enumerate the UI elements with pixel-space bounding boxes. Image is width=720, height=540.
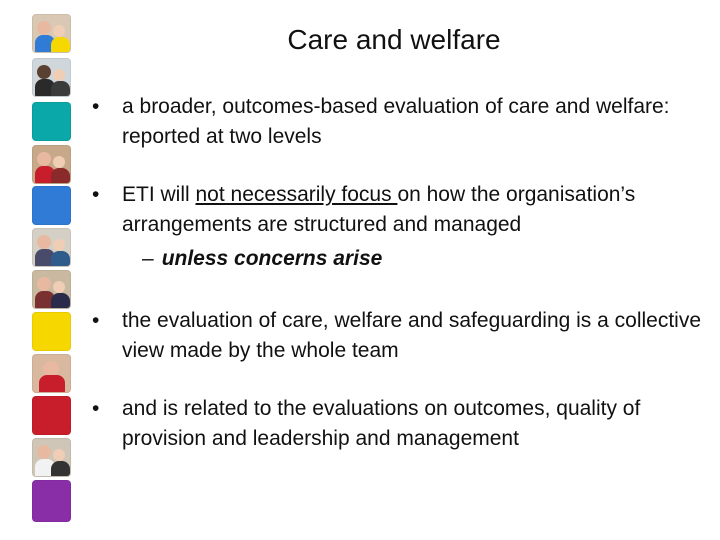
sub-bullet-item — [92, 244, 718, 274]
bullet-item — [92, 180, 718, 240]
bullet-text: a broader, outcomes-based evaluation of care and welfare: reported at two levels — [122, 95, 670, 148]
photo-classroom-tile — [32, 145, 71, 184]
bullet-glyph: • — [92, 309, 100, 332]
bullet-item — [92, 92, 718, 152]
purple-tile — [32, 480, 71, 522]
underlined-phrase: not necessarily focus — [195, 183, 398, 206]
bullet-text: and is related to the evaluations on outcomes, quality of provision and leadership and management — [122, 397, 641, 450]
bullet-text-start: ETI will — [122, 183, 196, 206]
bullet-item — [92, 394, 718, 454]
photo-kitchen-tile — [32, 438, 71, 477]
bullet-item — [92, 306, 718, 366]
bullet-glyph: • — [92, 95, 100, 118]
bullet-glyph: • — [92, 183, 100, 206]
sub-bullet-text: unless concerns arise — [161, 247, 383, 270]
photo-girl-tile — [32, 354, 71, 393]
blue-tile — [32, 186, 71, 225]
slide-title: Care and welfare — [287, 24, 501, 55]
bullet-text-end: on how the organisation’s arrangements are structured and managed — [122, 183, 636, 236]
bullet-text: the evaluation of care, welfare and safeguarding is a collective view made by the whole team — [122, 309, 702, 362]
photo-students-tile — [32, 58, 71, 97]
bullet-list — [92, 92, 718, 454]
teal-tile — [32, 102, 71, 141]
photo-pupils-tile — [32, 270, 71, 309]
yellow-tile — [32, 312, 71, 351]
photo-group-tile — [32, 228, 71, 267]
red-tile — [32, 396, 71, 435]
bullet-glyph: • — [92, 397, 100, 420]
sub-bullet-dash: – — [142, 247, 154, 270]
